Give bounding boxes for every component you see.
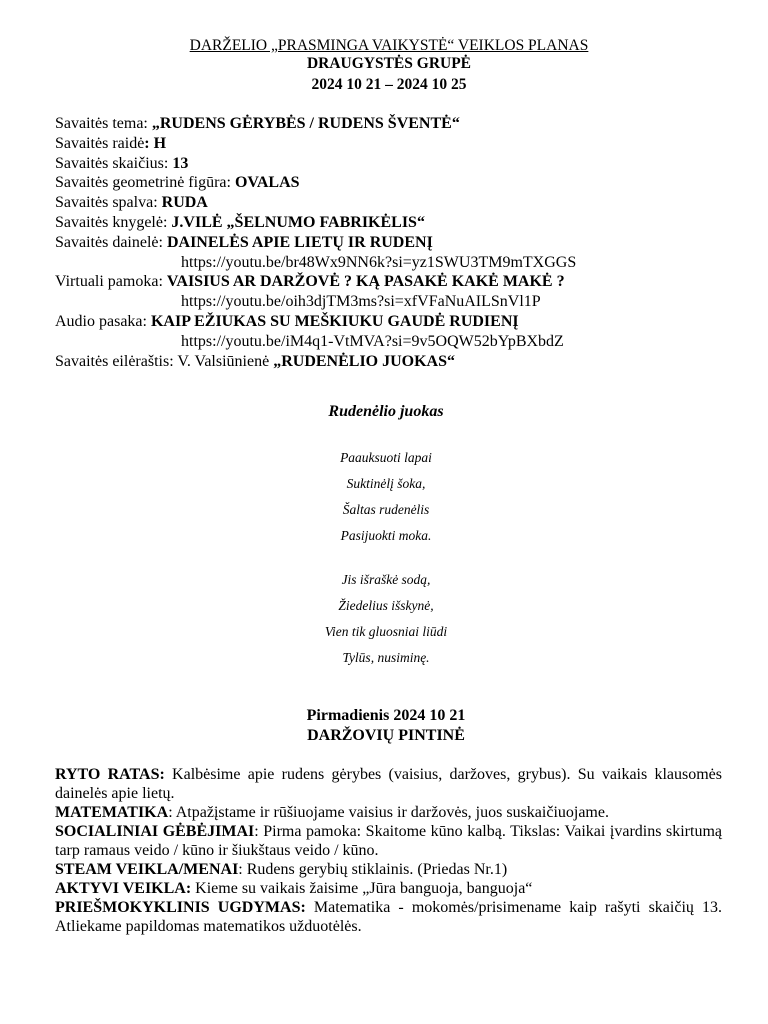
date-range: 2024 10 21 – 2024 10 25 bbox=[311, 76, 467, 93]
poem-line: Žiedelius išskynė, bbox=[338, 598, 434, 613]
info-label: Savaitės tema: bbox=[55, 115, 152, 132]
activity-text: Matematika - mokomės/prisimename kaip rašyti skaičių 13. Atliekame papildomas matematikos užduotėlės. bbox=[55, 899, 722, 935]
info-letter bbox=[55, 134, 735, 154]
poem-line: Jis išraškė sodą, bbox=[341, 572, 431, 587]
info-value: RUDA bbox=[161, 194, 208, 212]
song-link[interactable]: https://youtu.be/br48Wx9NN6k?si=yz1SWU3TM9mTXGGS bbox=[181, 253, 577, 271]
activity-text: : Rudens gerybių stiklainis. (Priedas Nr.1) bbox=[238, 861, 508, 878]
activity-label: PRIEŠMOKYKLINIS UGDYMAS: bbox=[55, 899, 306, 916]
virtual-lesson-link[interactable]: https://youtu.be/oih3djTM3ms?si=xfVFaNuAILSnVl1P bbox=[181, 293, 541, 311]
activity-social-skills bbox=[55, 822, 722, 860]
activity-math bbox=[55, 803, 722, 822]
info-value: OVALAS bbox=[234, 174, 300, 192]
info-label: Savaitės knygelė: bbox=[55, 213, 172, 231]
activity-label: RYTO RATAS: bbox=[55, 766, 165, 783]
poem-stanza-2 bbox=[0, 567, 768, 671]
audio-tale-link[interactable]: https://youtu.be/iM4q1-VtMVA?si=9v5OQW52bYpBXbdZ bbox=[181, 332, 564, 350]
info-color bbox=[55, 193, 735, 213]
activity-text: : Pirma pamoka: Skaitome kūno kalbą. Tikslas: Vaikai įvardins skirtumą tarp ramaus veido / kūno ir šiukštaus veido / kūno. bbox=[55, 823, 722, 859]
info-song bbox=[55, 233, 735, 253]
info-value: J.VILĖ „ŠELNUMO FABRIKĖLIS“ bbox=[171, 213, 425, 231]
activity-steam bbox=[55, 860, 722, 879]
info-label: Savaitės eilėraštis: V. Valsiūnienė bbox=[55, 352, 274, 370]
poem-line: Vien tik gluosniai liūdi bbox=[324, 624, 448, 639]
info-label: Savaitės spalva: bbox=[55, 194, 162, 212]
activity-morning-circle bbox=[55, 765, 722, 803]
activity-label: SOCIALINIAI GĖBĖJIMAI bbox=[55, 823, 255, 840]
activity-label: STEAM VEIKLA/MENAI bbox=[55, 861, 239, 878]
info-label: Audio pasaka: bbox=[55, 312, 151, 330]
info-label: Savaitės raidė bbox=[55, 134, 145, 152]
activity-active bbox=[55, 879, 722, 898]
poem-line: Šaltas rudenėlis bbox=[342, 502, 430, 517]
plan-title: DARŽELIO „PRASMINGA VAIKYSTĖ“ VEIKLOS PLANAS bbox=[189, 37, 589, 54]
info-value: „RUDENS GĖRYBĖS / RUDENS ŠVENTĖ“ bbox=[151, 115, 460, 132]
info-label: Savaitės skaičius: bbox=[55, 154, 173, 172]
poem-line: Tylūs, nusiminę. bbox=[342, 650, 430, 665]
poem-line: Suktinėlį šoka, bbox=[346, 476, 426, 491]
poem-stanza-1 bbox=[0, 445, 768, 549]
week-info bbox=[55, 114, 735, 371]
activities bbox=[55, 765, 722, 936]
info-value: 13 bbox=[172, 154, 189, 172]
info-label: Savaitės dainelė: bbox=[55, 233, 167, 251]
info-theme bbox=[55, 114, 735, 134]
activity-label: MATEMATIKA bbox=[55, 804, 169, 821]
day-heading: Pirmadienis 2024 10 21 bbox=[306, 707, 466, 724]
activity-text: Kieme su vaikais žaisime „Jūra banguoja, banguoja“ bbox=[191, 880, 533, 897]
info-value: „RUDENĖLIO JUOKAS“ bbox=[273, 352, 456, 370]
info-poem bbox=[55, 352, 735, 372]
info-value: KAIP EŽIUKAS SU MEŠKIUKU GAUDĖ RUDIENĮ bbox=[150, 312, 519, 330]
info-book bbox=[55, 213, 735, 233]
group-name: DRAUGYSTĖS GRUPĖ bbox=[306, 55, 472, 72]
info-number bbox=[55, 154, 735, 174]
info-value: DAINELĖS APIE LIETŲ IR RUDENĮ bbox=[166, 233, 433, 251]
info-value: : H bbox=[144, 134, 167, 152]
info-audio-tale bbox=[55, 312, 735, 332]
poem-title: Rudenėlio juokas bbox=[328, 403, 444, 420]
activity-preschool bbox=[55, 898, 722, 936]
activity-text: Kalbėsime apie rudens gėrybes (vaisius, daržoves, grybus). Su vaikais klausomės dainelės apie lietų. bbox=[55, 766, 723, 802]
info-label: Savaitės geometrinė figūra: bbox=[55, 174, 235, 192]
activity-label: AKTYVI VEIKLA: bbox=[55, 880, 192, 897]
info-virtual-lesson bbox=[55, 272, 735, 292]
day-theme: DARŽOVIŲ PINTINĖ bbox=[307, 727, 465, 744]
activity-text: : Atpažįstame ir rūšiuojame vaisius ir daržovės, juos suskaičiuojame. bbox=[168, 804, 609, 821]
poem-line: Pasijuokti moka. bbox=[340, 528, 432, 543]
info-label: Virtuali pamoka: bbox=[55, 273, 167, 291]
poem-line: Paauksuoti lapai bbox=[340, 450, 432, 465]
info-shape bbox=[55, 173, 735, 193]
info-value: VAISIUS AR DARŽOVĖ ? KĄ PASAKĖ KAKĖ MAKĖ ? bbox=[166, 273, 565, 291]
